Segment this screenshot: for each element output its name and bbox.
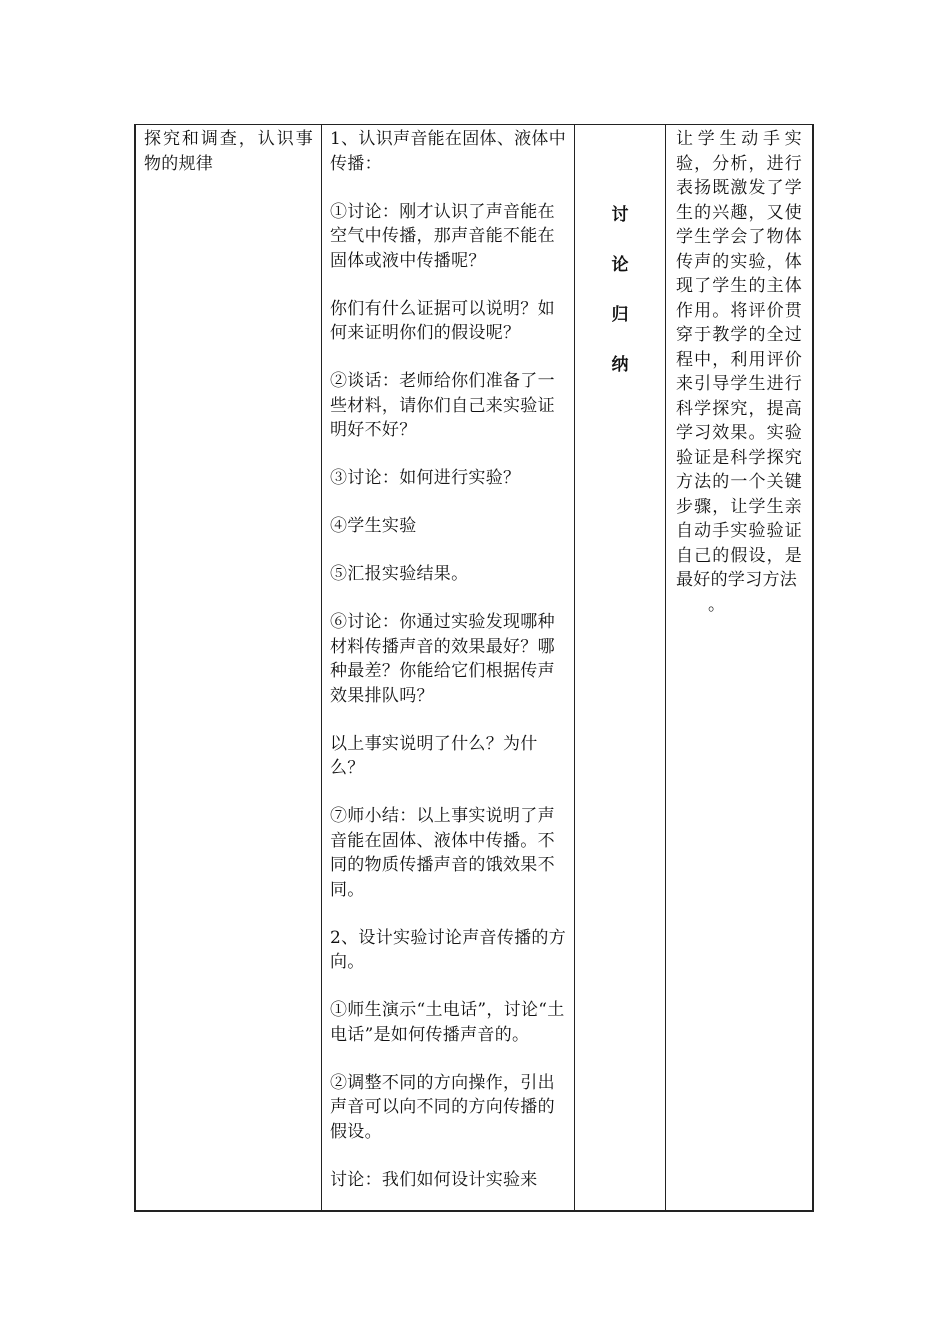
activity-paragraph: ①讨论：刚才认识了声音能在空气中传播，那声音能不能在固体或液中传播呢？ [330,201,555,271]
activity-paragraph: 2、设计实验讨论声音传播的方向。 [330,927,567,972]
activity-paragraph: ②调整不同的方向操作，引出声音可以向不同的方向传播的假设。 [330,1072,555,1142]
activity-paragraph: 1、认识声音能在固体、液体中传播： [330,129,567,174]
activity-paragraphs [330,127,566,1192]
goal-cell [136,124,321,1212]
intent-text: 让学生动手实验，分析，进行表扬既激发了学生的兴趣，又使学生学会了物体传声的实验，体现了学生的主体作用。将评价贯穿于教学的全过程中，利用评价来引导学生进行科学探究，提高学习效果。实验验证是科学探究方法的一个关键步骤，让学生亲自动手实验验证自己的假设，是最好的学习方法 [676,129,802,590]
activity-paragraph: 你们有什么证据可以说明？如何来证明你们的假设呢？ [330,298,555,343]
method-char: 纳 [611,355,629,375]
activity-cell [322,124,574,1212]
method-char: 归 [611,305,629,325]
activity-paragraph: ④学生实验 [330,516,417,536]
intent-trailing-period: 。 [708,594,725,615]
activity-paragraph: 讨论：我们如何设计实验来 [330,1169,538,1190]
table-border-right [812,124,814,1212]
activity-paragraph: ⑥讨论：你通过实验发现哪种材料传播声音的效果最好？哪种最差？你能给它们根据传声效果排队吗？ [330,612,555,706]
method-cell [575,124,665,1212]
method-char: 论 [611,255,629,275]
activity-paragraph: ⑦师小结：以上事实说明了声音能在固体、液体中传播。不同的物质传播声音的饿效果不同。 [330,806,555,900]
method-char: 讨 [611,205,629,225]
intent-cell [666,124,812,1212]
goal-text: 探究和调查，认识事物的规律 [144,129,313,174]
activity-paragraph: 以上事实说明了什么？为什么？ [330,733,538,778]
activity-paragraph: ②谈话：老师给你们准备了一些材料，请你们自己来实验证明好不好？ [330,371,555,440]
activity-paragraph: ①师生演示“土电话”，讨论“土电话”是如何传播声音的。 [330,1000,565,1045]
activity-paragraph: ③讨论：如何进行实验？ [330,468,521,488]
activity-paragraph: ⑤汇报实验结果。 [330,564,469,584]
